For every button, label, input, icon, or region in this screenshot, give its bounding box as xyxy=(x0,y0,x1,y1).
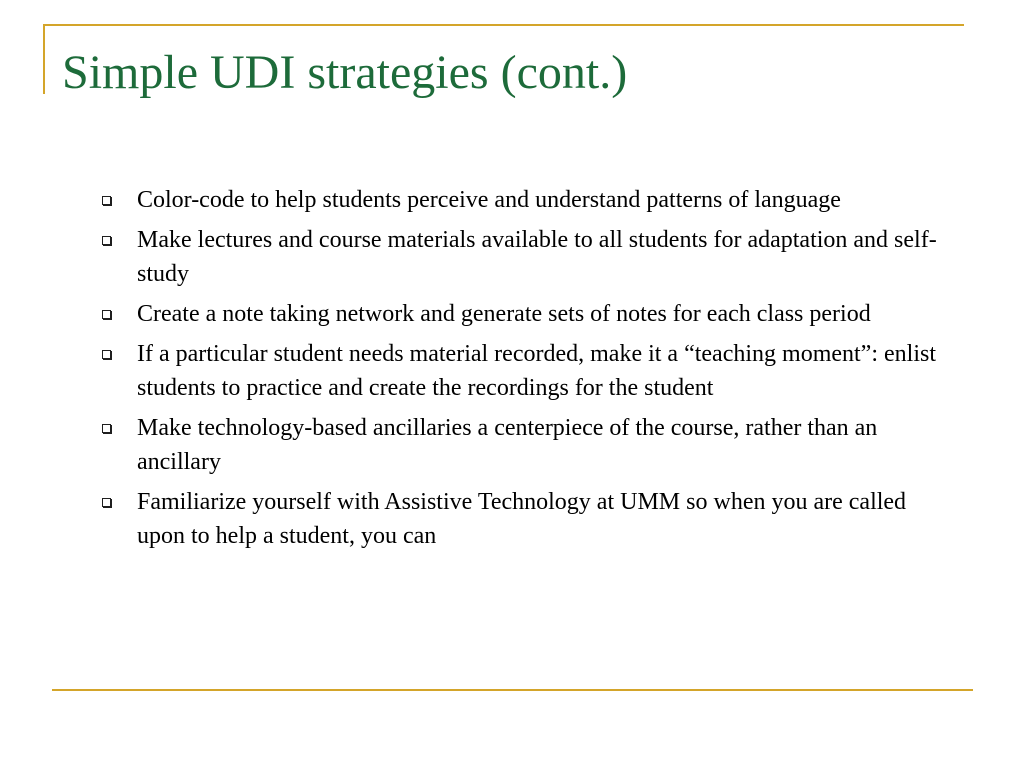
bullet-item xyxy=(100,183,960,217)
bullet-item xyxy=(100,297,960,331)
square-bullet-icon xyxy=(102,236,111,245)
bullet-text: If a particular student needs material recorded, make it a “teaching moment”: enlist students to practice and create the recordings for the student xyxy=(137,341,936,401)
bullet-text: Color-code to help students perceive and understand patterns of language xyxy=(137,187,841,213)
bullet-text: Make technology-based ancillaries a centerpiece of the course, rather than an ancillary xyxy=(137,415,878,475)
square-bullet-icon xyxy=(102,310,111,319)
top-rule xyxy=(43,24,964,26)
square-bullet-icon xyxy=(102,498,111,507)
bullet-text: Create a note taking network and generate sets of notes for each class period xyxy=(137,301,871,327)
bullet-item xyxy=(100,337,960,405)
bullet-item xyxy=(100,411,960,479)
square-bullet-icon xyxy=(102,196,111,205)
bullet-text: Make lectures and course materials available to all students for adaptation and self-study xyxy=(137,227,937,287)
left-rule xyxy=(43,24,45,94)
bullet-item xyxy=(100,223,960,291)
bullet-list xyxy=(100,183,960,559)
bullet-text: Familiarize yourself with Assistive Technology at UMM so when you are called upon to help a student, you can xyxy=(137,489,907,549)
slide-title: Simple UDI strategies (cont.) xyxy=(62,46,628,99)
bullet-item xyxy=(100,485,960,553)
square-bullet-icon xyxy=(102,350,111,359)
bottom-rule xyxy=(52,689,973,691)
square-bullet-icon xyxy=(102,424,111,433)
